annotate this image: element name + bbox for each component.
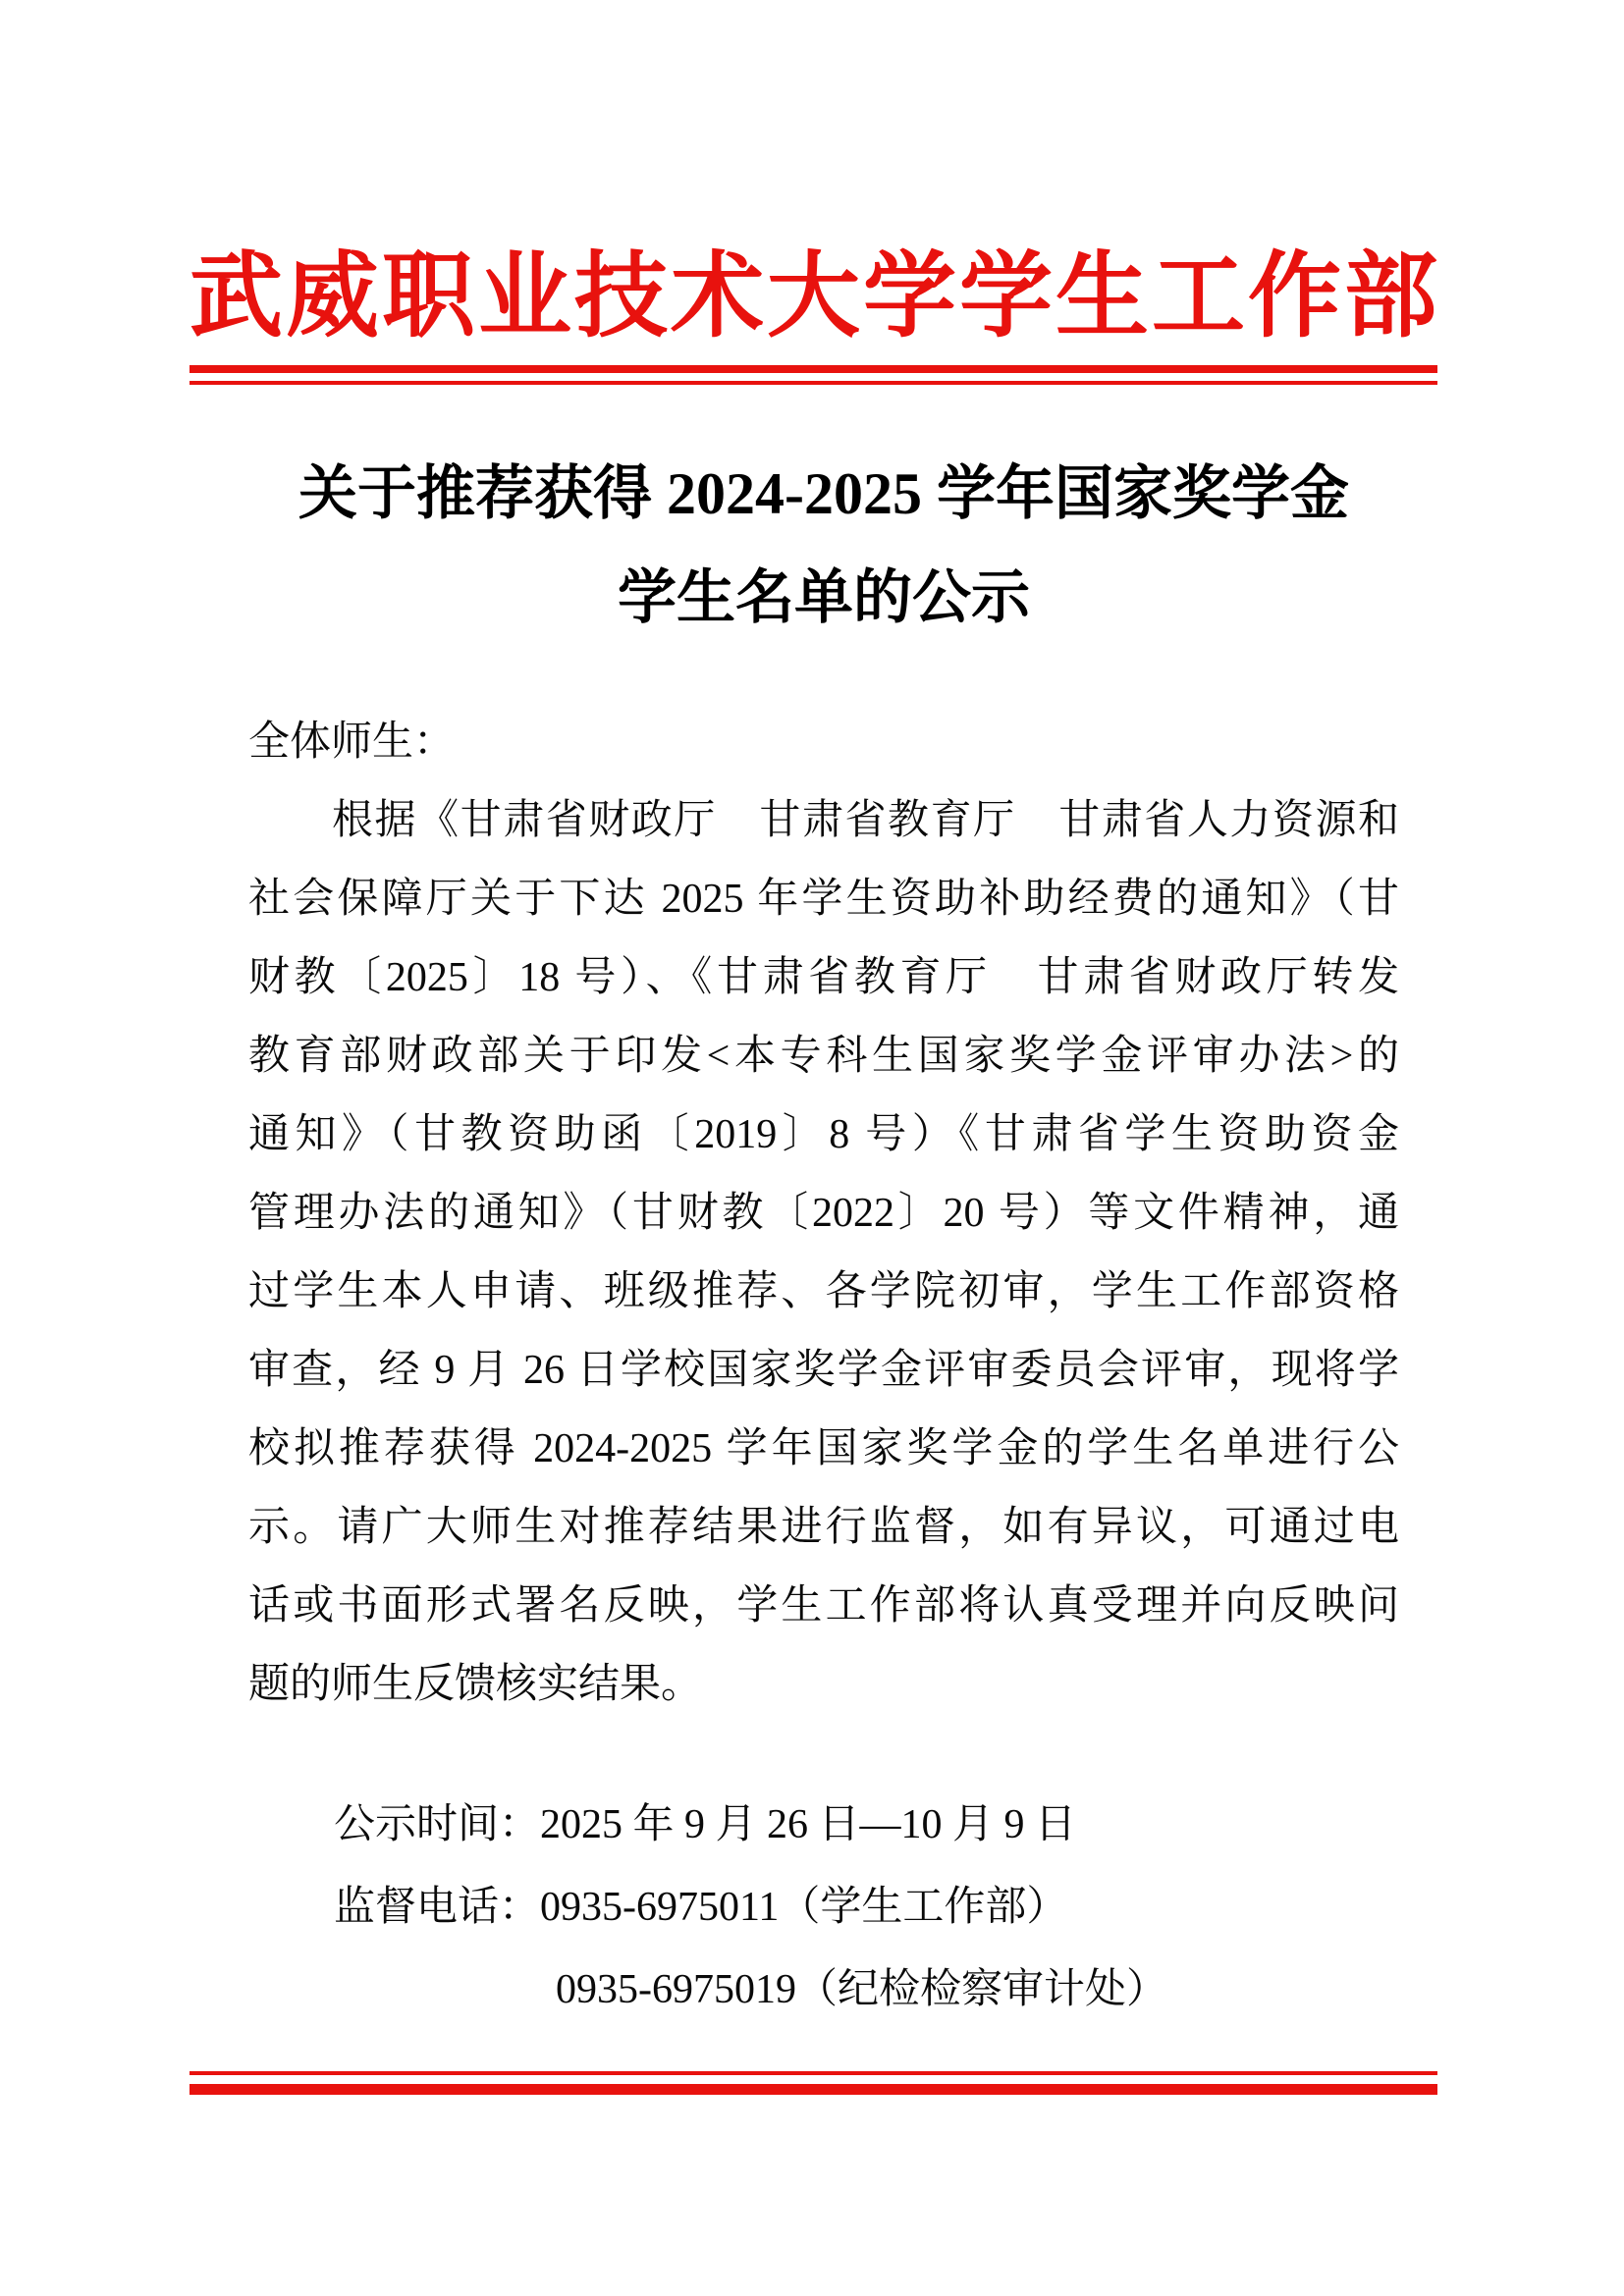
body-line: 管理办法的通知》（甘财教〔2022〕20 号）等文件精神，通	[248, 1191, 1399, 1236]
header-rule-thick	[189, 365, 1437, 373]
body-line: 通知》（甘教资助函〔2019〕8 号）《甘肃省学生资助资金	[248, 1112, 1399, 1157]
salutation: 全体师生：	[248, 720, 456, 765]
publicity-period: 公示时间：2025 年 9 月 26 日—10 月 9 日	[334, 1802, 1077, 1847]
notice-title	[248, 442, 1399, 650]
body-line: 财教〔2025〕18 号）、《甘肃省教育厅 甘肃省财政厅转发	[248, 955, 1399, 1000]
body-line: 教育部财政部关于印发<本专科生国家奖学金评审办法>的	[248, 1034, 1399, 1079]
notice-info	[334, 1784, 1414, 2031]
body-line: 根据《甘肃省财政厅 甘肃省教育厅 甘肃省人力资源和	[332, 798, 1399, 843]
notice-title-line1: 关于推荐获得 2024-2025 学年国家奖学金	[298, 461, 1349, 526]
org-header-title: 武威职业技术大学学生工作部	[189, 244, 1437, 348]
body-line: 社会保障厅关于下达 2025 年学生资助补助经费的通知》（甘	[248, 877, 1399, 922]
body-line: 过学生本人申请、班级推荐、各学院初审，学生工作部资格	[248, 1269, 1399, 1314]
footer-rule-thin	[189, 2071, 1437, 2075]
body-line: 校拟推荐获得 2024-2025 学年国家奖学金的学生名单进行公	[248, 1426, 1399, 1471]
supervision-phone-1: 监督电话：0935-6975011（学生工作部）	[334, 1885, 1068, 1930]
notice-body	[248, 703, 1399, 1724]
header-rule-thin	[189, 381, 1437, 385]
footer-rule-thick	[189, 2084, 1437, 2095]
body-line: 话或书面形式署名反映，学生工作部将认真受理并向反映问	[248, 1583, 1399, 1629]
body-line: 示。请广大师生对推荐结果进行监督，如有异议，可通过电	[248, 1505, 1399, 1550]
body-line: 题的师生反馈核实结果。	[248, 1662, 703, 1707]
body-line: 审查，经 9 月 26 日学校国家奖学金评审委员会评审，现将学	[248, 1348, 1399, 1393]
supervision-phone-2: 0935-6975019（纪检检察审计处）	[556, 1967, 1167, 2012]
notice-title-line2: 学生名单的公示	[618, 565, 1030, 630]
